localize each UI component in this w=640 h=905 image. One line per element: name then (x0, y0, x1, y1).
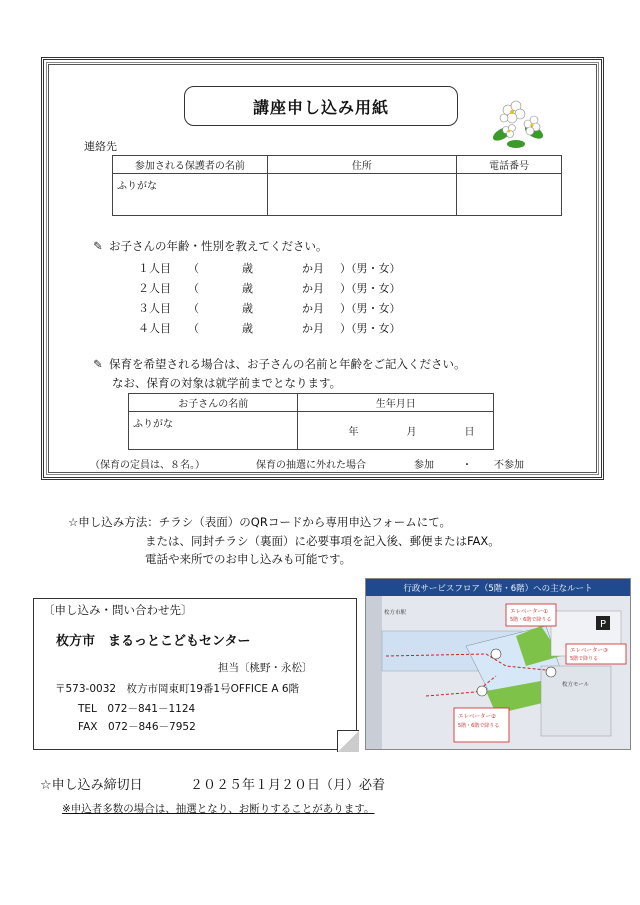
method-line-2: または、同封チラシ（裏面）に必要事項を記入後、郵便またはFAX。 (145, 534, 500, 548)
contact-table (112, 155, 562, 216)
header-child-name: お子さんの名前 (129, 394, 298, 412)
contact-staff: 担当〔桃野・永松〕 (218, 662, 313, 674)
lottery-note: 保育の抽選に外れた場合 (256, 460, 366, 471)
method-line-3: 電話や来所でのお申し込みも可能です。 (145, 552, 352, 566)
child-row-4[interactable]: ４人目 （ 歳 か月 ）（男・女） (138, 322, 401, 335)
furigana-label: ふりがな (133, 419, 173, 430)
header-phone: 電話番号 (457, 156, 562, 174)
map-mall-label: 枚方モール (562, 682, 590, 688)
svg-text:P: P (600, 619, 607, 630)
page-fold-icon (337, 730, 359, 752)
elevator-icon (546, 667, 556, 677)
child-row-2[interactable]: ２人目 （ 歳 か月 ）（男・女） (138, 282, 401, 295)
contact-address: 〒573-0032 枚方市岡東町19番1号OFFICE A 6階 (55, 683, 300, 695)
contact-fax: FAX 072－846－7952 (78, 721, 196, 733)
option-separator: ・ (462, 460, 472, 471)
pencil-icon: ✎ (93, 239, 103, 253)
header-guardian-name: 参加される保護者の名前 (113, 156, 268, 174)
elevator1-label: エレベーター① (510, 609, 548, 615)
elevator2-note: 5階・6階で降りる (458, 723, 500, 729)
child-row-3[interactable]: ３人目 （ 歳 か月 ）（男・女） (138, 302, 401, 315)
elevator2-label: エレベーター② (458, 714, 496, 720)
child-row-1[interactable]: １人目 （ 歳 か月 ）（男・女） (138, 262, 401, 275)
children-list (138, 260, 401, 340)
not-attend-option[interactable]: 不参加 (494, 460, 524, 471)
elevator-icon (477, 686, 487, 696)
method-line-1: ☆申し込み方法：チラシ（表面）のQRコードから専用申込フォームにて。 (68, 515, 452, 529)
children-prompt: ✎ お子さんの年齢・性別を教えてください。 (93, 239, 328, 253)
map-title: 行政サービスフロア（5階・6階）への主なルート (366, 579, 630, 596)
map-drawing (366, 596, 631, 750)
address-cell[interactable] (267, 174, 457, 216)
pencil-icon: ✎ (93, 357, 103, 371)
contact-tel[interactable]: TEL 072－841－1124 (78, 703, 196, 715)
deadline-label: ☆申し込み締切日 (40, 778, 143, 793)
form-title: 講座申し込み用紙 (184, 86, 458, 126)
flower-icon (488, 94, 548, 154)
phone-cell[interactable] (457, 174, 562, 216)
route-map (365, 578, 631, 750)
childcare-prompt: ✎ 保育を希望される場合は、お子さんの名前と年齢をご記入ください。 (93, 357, 466, 371)
contact-org: 枚方市 まるっとこどもセンター (56, 634, 251, 649)
furigana-label: ふりがな (117, 181, 157, 192)
childcare-table (128, 393, 494, 450)
contact-heading: 連絡先 (84, 140, 117, 153)
deadline-date: ２０２５年１月２０日（月）必着 (190, 778, 386, 793)
header-address: 住所 (267, 156, 457, 174)
elevator-icon (491, 649, 501, 659)
child-name-cell[interactable] (129, 412, 298, 450)
lottery-notice: ※申込者多数の場合は、抽選となり、お断りすることがあります。 (62, 803, 375, 815)
childcare-note: なお、保育の対象は就学前までとなります。 (112, 376, 342, 390)
contact-heading-box: 〔申し込み・問い合わせ先〕 (43, 603, 193, 617)
map-station-label: 枚方市駅 (384, 610, 407, 616)
elevator3-note: 5階で降りる (570, 656, 599, 662)
capacity-note: （保育の定員は、８名。） (90, 460, 205, 471)
header-birthdate: 生年月日 (298, 394, 494, 412)
elevator3-label: エレベーター③ (570, 648, 608, 654)
elevator1-note: 5階・6階で降りる (510, 617, 552, 623)
attend-option[interactable]: 参加 (414, 460, 434, 471)
birthdate-cell[interactable]: 年 月 日 (298, 412, 494, 450)
guardian-name-cell[interactable] (113, 174, 268, 216)
